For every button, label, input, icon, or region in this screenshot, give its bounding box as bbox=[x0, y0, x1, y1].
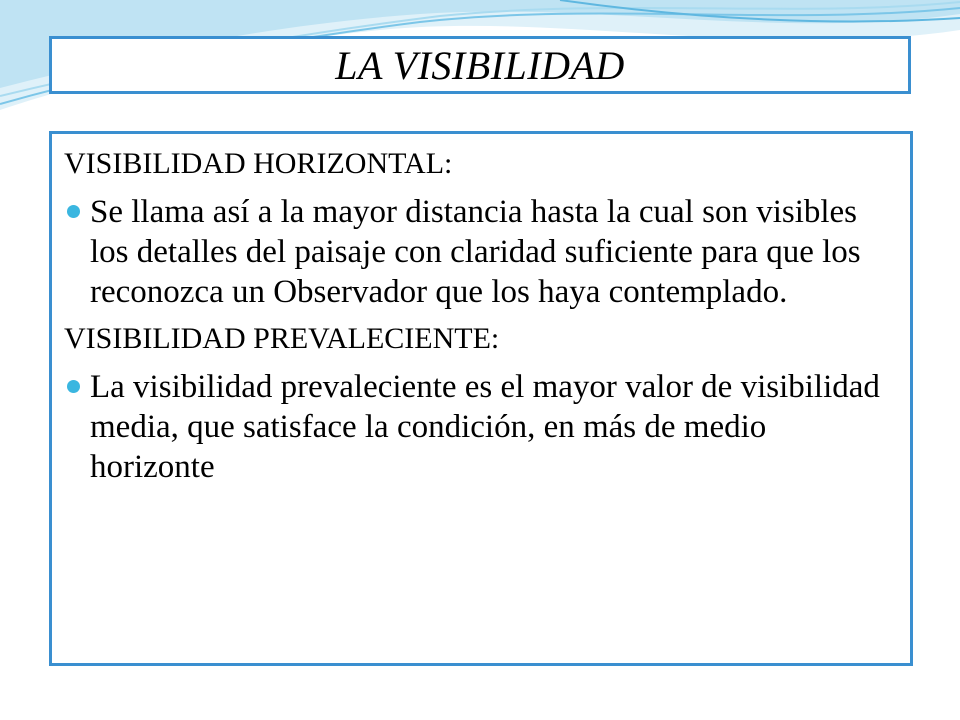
content-box bbox=[49, 131, 913, 666]
slide-title: LA VISIBILIDAD bbox=[335, 42, 625, 88]
bullet-dot-icon bbox=[67, 380, 80, 393]
title-box bbox=[49, 36, 911, 94]
bullet-item-prevaleciente bbox=[64, 367, 898, 487]
bullet-dot-icon bbox=[67, 205, 80, 218]
bullet-text-horizontal: Se llama así a la mayor distancia hasta la cual son visibles los detalles del paisaje con claridad suficiente para que los reconozca un Observador que los haya contemplado. bbox=[90, 194, 861, 310]
bullet-text-prevaleciente: La visibilidad prevaleciente es el mayor valor de visibilidad media, que satisface la condición, en más de medio horizonte bbox=[90, 369, 880, 485]
section-heading-horizontal: VISIBILIDAD HORIZONTAL: bbox=[64, 147, 453, 180]
bullet-item-horizontal bbox=[64, 192, 898, 312]
section-heading-prevaleciente: VISIBILIDAD PREVALECIENTE: bbox=[64, 322, 500, 355]
